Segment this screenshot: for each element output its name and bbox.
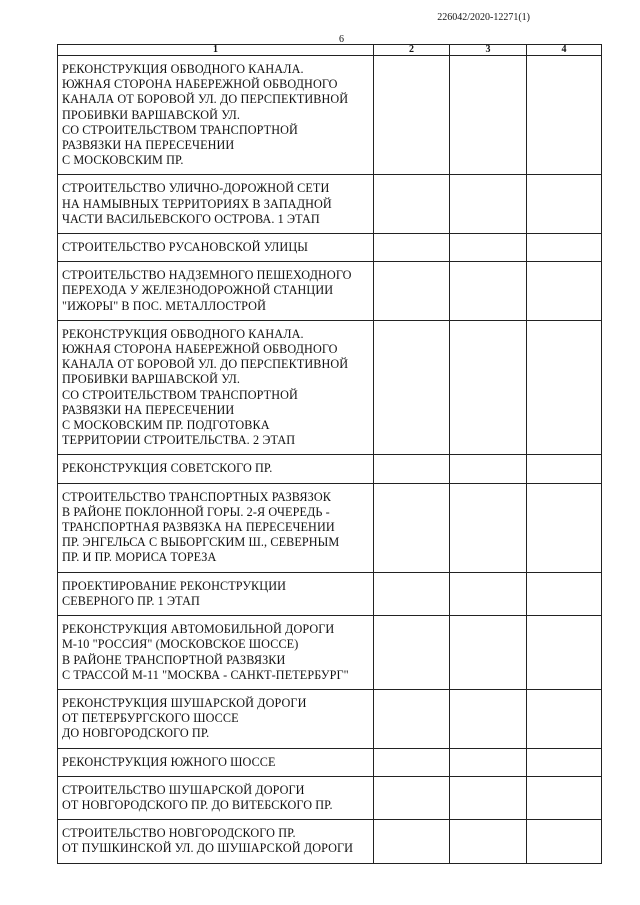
empty-cell-col-3 <box>450 776 527 819</box>
project-name-cell: СТРОИТЕЛЬСТВО РУСАНОВСКОЙ УЛИЦЫ <box>58 234 374 262</box>
table-header-row <box>58 45 602 56</box>
empty-cell-col-4 <box>527 320 602 455</box>
empty-cell-col-4 <box>527 572 602 615</box>
empty-cell-col-2 <box>374 234 450 262</box>
empty-cell-col-2 <box>374 572 450 615</box>
table-row <box>58 776 602 819</box>
empty-cell-col-2 <box>374 748 450 776</box>
projects-table <box>57 44 602 864</box>
column-header-1: 1 <box>58 45 374 56</box>
empty-cell-col-4 <box>527 175 602 234</box>
empty-cell-col-3 <box>450 175 527 234</box>
table-row <box>58 320 602 455</box>
empty-cell-col-3 <box>450 320 527 455</box>
table-row <box>58 689 602 748</box>
project-name-cell: РЕКОНСТРУКЦИЯ СОВЕТСКОГО ПР. <box>58 455 374 483</box>
project-name-cell: СТРОИТЕЛЬСТВО ТРАНСПОРТНЫХ РАЗВЯЗОК В РАЙОНЕ ПОКЛОННОЙ ГОРЫ. 2-Я ОЧЕРЕДЬ - ТРАНСПОРТНАЯ РАЗВЯЗКА НА ПЕРЕСЕЧЕНИИ ПР. ЭНГЕЛЬСА С ВЫБОРГСКИМ Ш., СЕВЕРНЫМ ПР. И ПР. МОРИСА ТОРЕЗА <box>58 483 374 572</box>
empty-cell-col-3 <box>450 56 527 175</box>
empty-cell-col-4 <box>527 234 602 262</box>
empty-cell-col-4 <box>527 455 602 483</box>
empty-cell-col-3 <box>450 616 527 690</box>
table-row <box>58 572 602 615</box>
project-name-cell: РЕКОНСТРУКЦИЯ ОБВОДНОГО КАНАЛА. ЮЖНАЯ СТОРОНА НАБЕРЕЖНОЙ ОБВОДНОГО КАНАЛА ОТ БОРОВОЙ УЛ. ДО ПЕРСПЕКТИВНОЙ ПРОБИВКИ ВАРШАВСКОЙ УЛ. СО СТРОИТЕЛЬСТВОМ ТРАНСПОРТНОЙ РАЗВЯЗКИ НА ПЕРЕСЕЧЕНИИ С МОСКОВСКИМ ПР. ПОДГОТОВКА ТЕРРИТОРИИ СТРОИТЕЛЬСТВА. 2 ЭТАП <box>58 320 374 455</box>
project-name-cell: РЕКОНСТРУКЦИЯ ШУШАРСКОЙ ДОРОГИ ОТ ПЕТЕРБУРГСКОГО ШОССЕ ДО НОВГОРОДСКОГО ПР. <box>58 689 374 748</box>
empty-cell-col-4 <box>527 616 602 690</box>
empty-cell-col-3 <box>450 234 527 262</box>
empty-cell-col-3 <box>450 689 527 748</box>
empty-cell-col-2 <box>374 56 450 175</box>
empty-cell-col-3 <box>450 748 527 776</box>
project-name-cell: ПРОЕКТИРОВАНИЕ РЕКОНСТРУКЦИИ СЕВЕРНОГО ПР. 1 ЭТАП <box>58 572 374 615</box>
project-name-cell: СТРОИТЕЛЬСТВО НАДЗЕМНОГО ПЕШЕХОДНОГО ПЕРЕХОДА У ЖЕЛЕЗНОДОРОЖНОЙ СТАНЦИИ "ИЖОРЫ" В ПОС. МЕТАЛЛОСТРОЙ <box>58 262 374 321</box>
empty-cell-col-3 <box>450 455 527 483</box>
empty-cell-col-2 <box>374 820 450 863</box>
empty-cell-col-3 <box>450 483 527 572</box>
empty-cell-col-4 <box>527 776 602 819</box>
empty-cell-col-4 <box>527 820 602 863</box>
project-name-cell: СТРОИТЕЛЬСТВО УЛИЧНО-ДОРОЖНОЙ СЕТИ НА НАМЫВНЫХ ТЕРРИТОРИЯХ В ЗАПАДНОЙ ЧАСТИ ВАСИЛЬЕВСКОГО ОСТРОВА. 1 ЭТАП <box>58 175 374 234</box>
empty-cell-col-2 <box>374 483 450 572</box>
table-row <box>58 748 602 776</box>
table-row <box>58 234 602 262</box>
empty-cell-col-3 <box>450 262 527 321</box>
empty-cell-col-2 <box>374 616 450 690</box>
column-header-4: 4 <box>527 45 602 56</box>
project-name-cell: РЕКОНСТРУКЦИЯ АВТОМОБИЛЬНОЙ ДОРОГИ М-10 "РОССИЯ" (МОСКОВСКОЕ ШОССЕ) В РАЙОНЕ ТРАНСПОРТНОЙ РАЗВЯЗКИ С ТРАССОЙ М-11 "МОСКВА - САНКТ-ПЕТЕРБУРГ" <box>58 616 374 690</box>
table-row <box>58 455 602 483</box>
empty-cell-col-4 <box>527 262 602 321</box>
empty-cell-col-2 <box>374 776 450 819</box>
empty-cell-col-4 <box>527 689 602 748</box>
empty-cell-col-2 <box>374 689 450 748</box>
empty-cell-col-3 <box>450 820 527 863</box>
empty-cell-col-2 <box>374 320 450 455</box>
empty-cell-col-2 <box>374 455 450 483</box>
empty-cell-col-4 <box>527 56 602 175</box>
document-id: 226042/2020-12271(1) <box>437 12 530 23</box>
column-header-3: 3 <box>450 45 527 56</box>
page-number: 6 <box>339 34 344 45</box>
table-row <box>58 175 602 234</box>
project-name-cell: СТРОИТЕЛЬСТВО ШУШАРСКОЙ ДОРОГИ ОТ НОВГОРОДСКОГО ПР. ДО ВИТЕБСКОГО ПР. <box>58 776 374 819</box>
empty-cell-col-4 <box>527 748 602 776</box>
table-row <box>58 56 602 175</box>
column-header-2: 2 <box>374 45 450 56</box>
project-name-cell: РЕКОНСТРУКЦИЯ ОБВОДНОГО КАНАЛА. ЮЖНАЯ СТОРОНА НАБЕРЕЖНОЙ ОБВОДНОГО КАНАЛА ОТ БОРОВОЙ УЛ. ДО ПЕРСПЕКТИВНОЙ ПРОБИВКИ ВАРШАВСКОЙ УЛ. СО СТРОИТЕЛЬСТВОМ ТРАНСПОРТНОЙ РАЗВЯЗКИ НА ПЕРЕСЕЧЕНИИ С МОСКОВСКИМ ПР. <box>58 56 374 175</box>
empty-cell-col-4 <box>527 483 602 572</box>
table-row <box>58 616 602 690</box>
empty-cell-col-2 <box>374 175 450 234</box>
project-name-cell: СТРОИТЕЛЬСТВО НОВГОРОДСКОГО ПР. ОТ ПУШКИНСКОЙ УЛ. ДО ШУШАРСКОЙ ДОРОГИ <box>58 820 374 863</box>
table-row <box>58 820 602 863</box>
table-row <box>58 483 602 572</box>
project-name-cell: РЕКОНСТРУКЦИЯ ЮЖНОГО ШОССЕ <box>58 748 374 776</box>
empty-cell-col-3 <box>450 572 527 615</box>
table-row <box>58 262 602 321</box>
empty-cell-col-2 <box>374 262 450 321</box>
